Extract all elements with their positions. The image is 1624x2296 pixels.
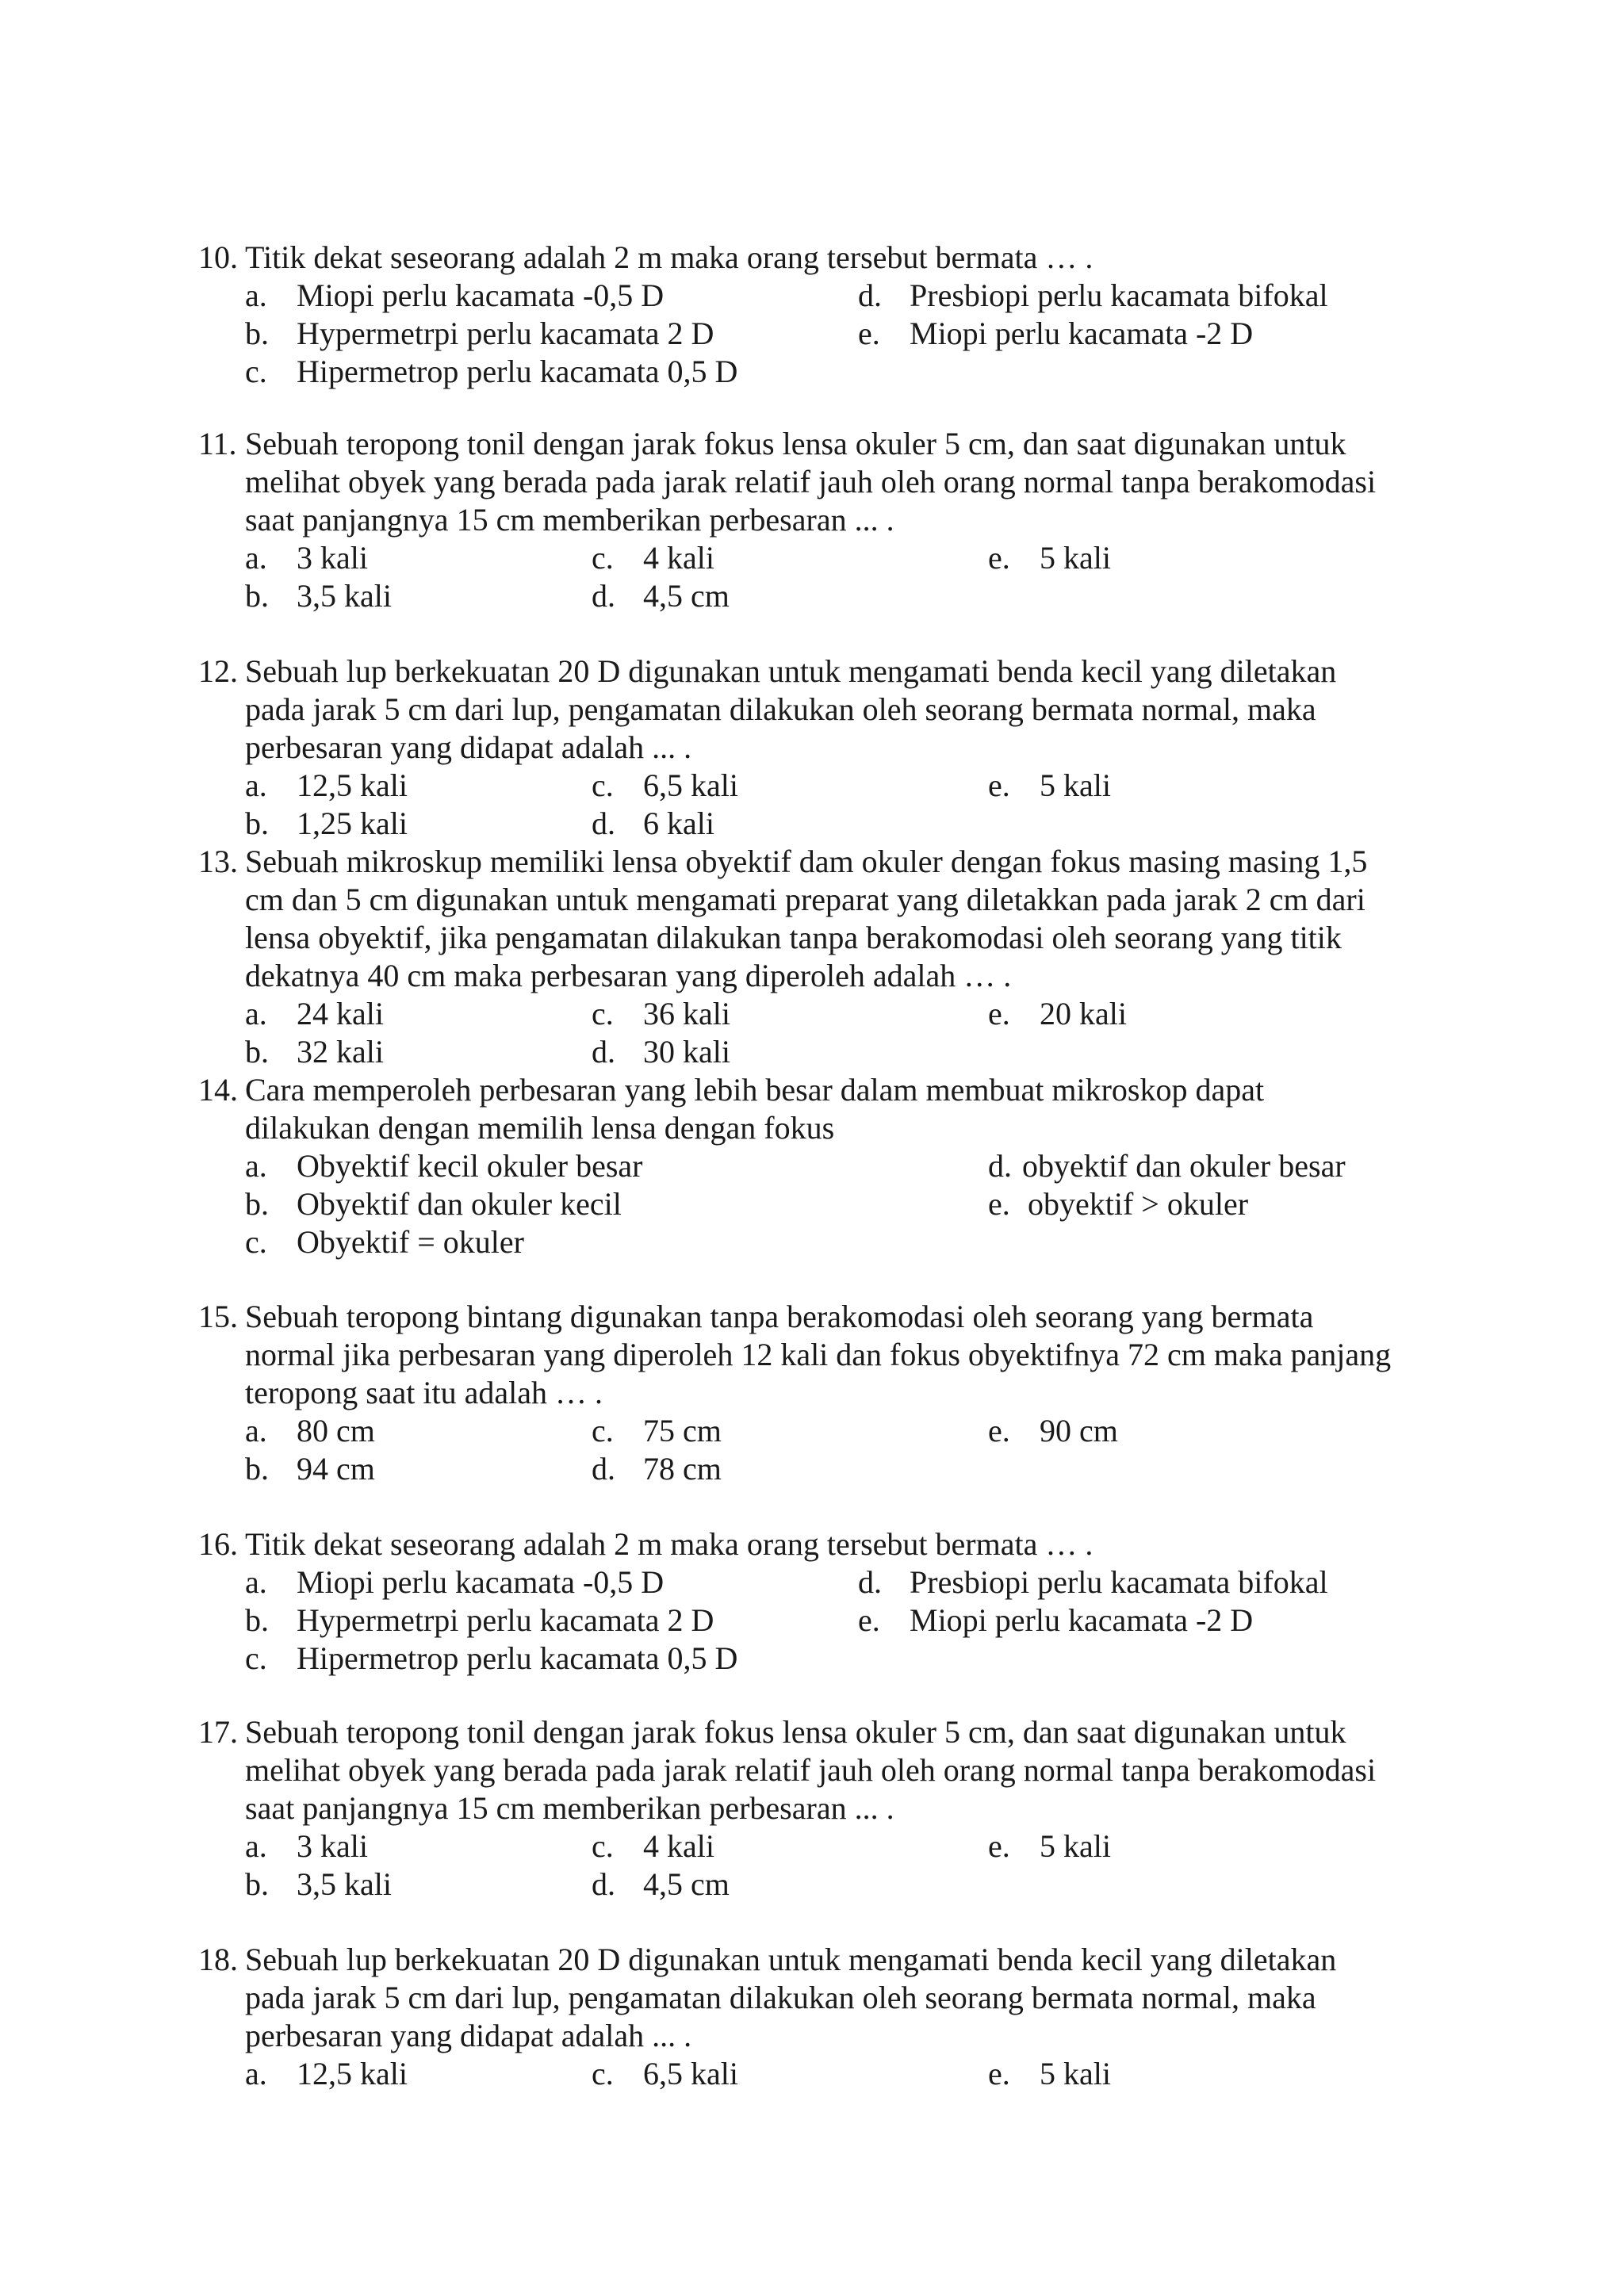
option-text: 5 kali <box>1040 767 1111 803</box>
option-letter: b. <box>245 578 269 614</box>
option-text: 75 cm <box>643 1413 722 1448</box>
option-letter: a. <box>245 1828 267 1864</box>
option-text: 78 cm <box>643 1451 722 1487</box>
option-letter: a. <box>245 996 267 1031</box>
question-text: Sebuah teropong tonil dengan jarak fokus lensa okuler 5 cm, dan saat digunakan untuk <box>245 1714 1346 1750</box>
option-letter: e. <box>988 996 1010 1031</box>
option-letter: b. <box>245 316 269 351</box>
option-text: 5 kali <box>1040 2056 1111 2091</box>
option-letter: e. <box>988 1413 1010 1448</box>
question-text: normal jika perbesaran yang diperoleh 12 kali dan fokus obyektifnya 72 cm maka panjang <box>245 1337 1392 1372</box>
option-letter: a. <box>245 540 267 576</box>
question-text: saat panjangnya 15 cm memberikan perbesaran ... . <box>245 502 894 538</box>
option-letter: c. <box>245 1224 267 1260</box>
option-letter: e. <box>988 540 1010 576</box>
option-letter: e. <box>858 316 880 351</box>
question-text: melihat obyek yang berada pada jarak relatif jauh oleh orang normal tanpa berakomodasi <box>245 1752 1377 1788</box>
option-text: 3,5 kali <box>297 578 392 614</box>
option-text: 36 kali <box>643 996 730 1031</box>
option-letter: d. <box>858 277 882 313</box>
question-number: 15. <box>198 1299 238 1334</box>
option-letter: d. <box>592 1866 615 1902</box>
option-letter: d. <box>592 806 615 841</box>
option-letter: c. <box>592 540 614 576</box>
option-text: obyektif > okuler <box>1028 1186 1249 1222</box>
question-text: Sebuah teropong bintang digunakan tanpa berakomodasi oleh seorang yang bermata <box>245 1299 1314 1334</box>
question-text: Cara memperoleh perbesaran yang lebih besar dalam membuat mikroskop dapat <box>245 1072 1265 1108</box>
option-letter: b. <box>245 1451 269 1487</box>
option-text: Presbiopi perlu kacamata bifokal <box>910 1564 1328 1600</box>
question-number: 16. <box>198 1526 238 1562</box>
option-letter: b. <box>245 1186 269 1222</box>
option-text: 6,5 kali <box>643 767 738 803</box>
option-text: 90 cm <box>1040 1413 1118 1448</box>
question-text: Sebuah lup berkekuatan 20 D digunakan untuk mengamati benda kecil yang diletakan <box>245 1942 1337 1977</box>
option-letter: d. <box>988 1148 1012 1184</box>
option-text: 4 kali <box>643 1828 714 1864</box>
question-number: 14. <box>198 1072 238 1108</box>
option-text: 5 kali <box>1040 540 1111 576</box>
option-text: Obyektif kecil okuler besar <box>297 1148 643 1184</box>
option-text: 80 cm <box>297 1413 375 1448</box>
option-text: Hipermetrop perlu kacamata 0,5 D <box>297 354 738 389</box>
option-letter: e. <box>988 1186 1010 1222</box>
question-text: lensa obyektif, jika pengamatan dilakukan tanpa berakomodasi oleh seorang yang titik <box>245 920 1342 955</box>
question-number: 11. <box>198 426 237 461</box>
option-letter: c. <box>592 767 614 803</box>
option-text: Miopi perlu kacamata -2 D <box>910 316 1254 351</box>
option-letter: a. <box>245 1564 267 1600</box>
option-letter: d. <box>592 1034 615 1070</box>
question-number: 10. <box>198 239 238 275</box>
option-text: 12,5 kali <box>297 2056 408 2091</box>
option-text: 4,5 cm <box>643 1866 730 1902</box>
option-letter: a. <box>245 2056 267 2091</box>
option-text: 12,5 kali <box>297 767 408 803</box>
option-letter: a. <box>245 1413 267 1448</box>
question-text: pada jarak 5 cm dari lup, pengamatan dilakukan oleh seorang bermata normal, maka <box>245 691 1316 727</box>
question-text: pada jarak 5 cm dari lup, pengamatan dilakukan oleh seorang bermata normal, maka <box>245 1980 1316 2015</box>
option-letter: d. <box>858 1564 882 1600</box>
option-text: Miopi perlu kacamata -2 D <box>910 1602 1254 1638</box>
option-letter: c. <box>245 1640 267 1676</box>
option-letter: d. <box>592 578 615 614</box>
question-text: Titik dekat seseorang adalah 2 m maka orang tersebut bermata … . <box>245 1526 1094 1562</box>
option-text: Obyektif dan okuler kecil <box>297 1186 622 1222</box>
option-text: 4,5 cm <box>643 578 730 614</box>
question-text: Sebuah lup berkekuatan 20 D digunakan untuk mengamati benda kecil yang diletakan <box>245 653 1337 689</box>
option-letter: a. <box>245 1148 267 1184</box>
option-letter: e. <box>988 1828 1010 1864</box>
option-text: Hypermetrpi perlu kacamata 2 D <box>297 316 714 351</box>
option-text: 6,5 kali <box>643 2056 738 2091</box>
option-letter: c. <box>592 2056 614 2091</box>
option-letter: c. <box>592 1413 614 1448</box>
option-letter: b. <box>245 806 269 841</box>
question-text: teropong saat itu adalah … . <box>245 1375 603 1410</box>
option-letter: c. <box>592 996 614 1031</box>
option-letter: b. <box>245 1602 269 1638</box>
question-number: 13. <box>198 844 238 879</box>
option-text: obyektif dan okuler besar <box>1022 1148 1346 1184</box>
option-text: 3,5 kali <box>297 1866 392 1902</box>
option-letter: b. <box>245 1866 269 1902</box>
question-number: 17. <box>198 1714 238 1750</box>
option-text: Hypermetrpi perlu kacamata 2 D <box>297 1602 714 1638</box>
option-letter: c. <box>592 1828 614 1864</box>
question-text: Sebuah teropong tonil dengan jarak fokus lensa okuler 5 cm, dan saat digunakan untuk <box>245 426 1346 461</box>
option-letter: e. <box>988 2056 1010 2091</box>
option-letter: e. <box>988 767 1010 803</box>
option-text: 94 cm <box>297 1451 375 1487</box>
option-letter: a. <box>245 277 267 313</box>
option-text: 4 kali <box>643 540 714 576</box>
option-text: 24 kali <box>297 996 384 1031</box>
option-text: 3 kali <box>297 1828 368 1864</box>
option-letter: d. <box>592 1451 615 1487</box>
question-text: cm dan 5 cm digunakan untuk mengamati preparat yang diletakkan pada jarak 2 cm dari <box>245 882 1365 917</box>
option-text: 3 kali <box>297 540 368 576</box>
option-text: 1,25 kali <box>297 806 408 841</box>
question-number: 18. <box>198 1942 238 1977</box>
option-letter: a. <box>245 767 267 803</box>
question-text: Sebuah mikroskup memiliki lensa obyektif dam okuler dengan fokus masing masing 1,5 <box>245 844 1368 879</box>
question-text: perbesaran yang didapat adalah ... . <box>245 729 692 765</box>
option-letter: e. <box>858 1602 880 1638</box>
option-text: 20 kali <box>1040 996 1127 1031</box>
option-text: Obyektif = okuler <box>297 1224 524 1260</box>
question-text: Titik dekat seseorang adalah 2 m maka orang tersebut bermata … . <box>245 239 1094 275</box>
option-text: 5 kali <box>1040 1828 1111 1864</box>
question-text: dekatnya 40 cm maka perbesaran yang diperoleh adalah … . <box>245 958 1012 993</box>
option-text: Miopi perlu kacamata -0,5 D <box>297 1564 665 1600</box>
option-letter: b. <box>245 1034 269 1070</box>
question-text: dilakukan dengan memilih lensa dengan fokus <box>245 1110 835 1146</box>
question-text: saat panjangnya 15 cm memberikan perbesaran ... . <box>245 1790 894 1826</box>
option-text: 6 kali <box>643 806 714 841</box>
option-text: Presbiopi perlu kacamata bifokal <box>910 277 1328 313</box>
question-number: 12. <box>198 653 238 689</box>
option-text: 30 kali <box>643 1034 730 1070</box>
question-text: melihat obyek yang berada pada jarak relatif jauh oleh orang normal tanpa berakomodasi <box>245 464 1377 499</box>
option-text: 32 kali <box>297 1034 384 1070</box>
option-letter: c. <box>245 354 267 389</box>
option-text: Miopi perlu kacamata -0,5 D <box>297 277 665 313</box>
option-text: Hipermetrop perlu kacamata 0,5 D <box>297 1640 738 1676</box>
question-text: perbesaran yang didapat adalah ... . <box>245 2018 692 2053</box>
